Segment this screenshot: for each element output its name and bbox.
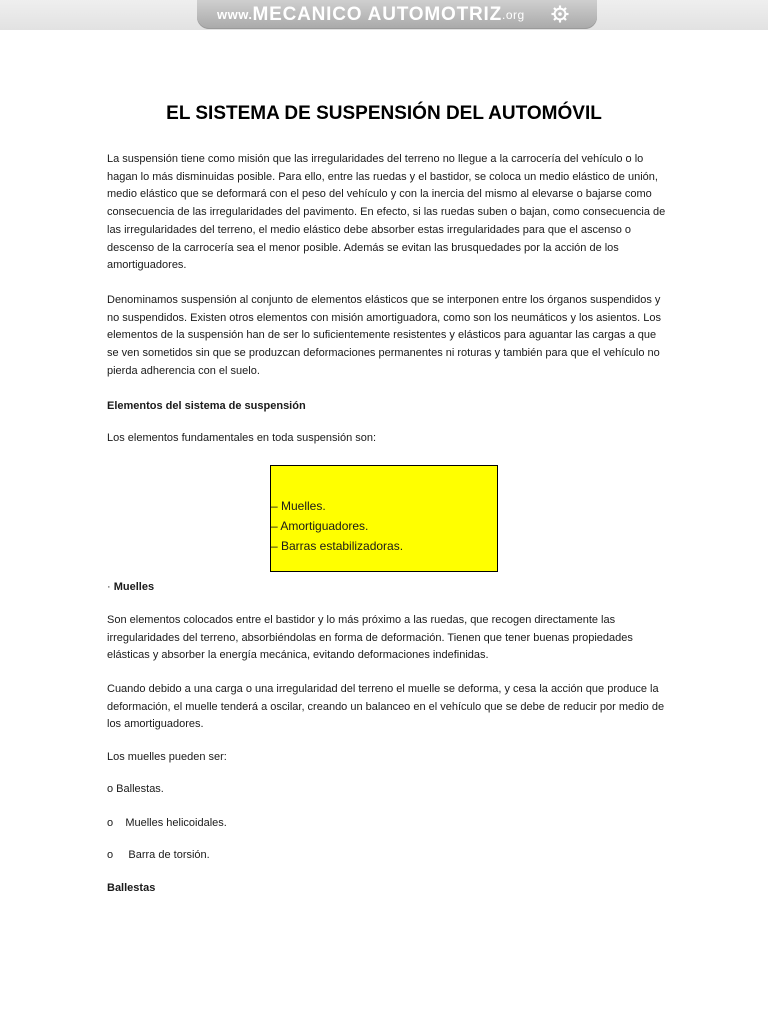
elements-intro: Los elementos fundamentales en toda suspensión son: xyxy=(107,432,377,444)
section-heading: Elementos del sistema de suspensión xyxy=(107,400,306,412)
list-item: – Barras estabilizadoras. xyxy=(271,539,404,553)
gear-icon xyxy=(551,5,569,23)
muelles-heading xyxy=(107,581,154,593)
muelles-oscillation-paragraph: Cuando debido a una carga o una irregularidad del terreno el muelle se deforma, y cesa la acción que produce la deformación, el muelle tenderá a oscilar, creando un balanceo en el vehículo que se debe de reducir por medio de los amortiguadores. xyxy=(107,683,665,731)
logo-suffix: .org xyxy=(502,7,525,22)
list-item: o Muelles helicoidales. xyxy=(107,817,227,829)
logo-prefix: www. xyxy=(217,7,253,22)
logo-main-text: MECANICO AUTOMOTRIZ xyxy=(252,3,502,25)
list-item: o Ballestas. xyxy=(107,783,164,795)
definition-paragraph: Denominamos suspensión al conjunto de elementos elásticos que se interponen entre los órganos suspendidos y no suspendidos. Existen otros elementos con misión amortiguadora, como son los neumáticos y los asientos. Los elementos de la suspensión han de ser lo suficientemente resistentes y elásticos para aguantar las cargas a que se ven sometidos sin que se produzcan deformaciones permanentes ni roturas y también para que el vehículo no pierda adherencia con el suelo. xyxy=(107,294,661,377)
intro-paragraph: La suspensión tiene como misión que las irregularidades del terreno no llegue a la carrocería del vehículo o lo hagan lo más disminuidas posible. Para ello, entre las ruedas y el bastidor, se coloca un medio elástico de unión, medio elástico que se deformará con el peso del vehículo y con la inercia del mismo al elevarse o bajarse como consecuencia de las irregularidades del pavimento. En efecto, si las ruedas suben o bajan, como consecuencia de las irregularidades del terreno, el medio elástico debe absorber estas irregularidades para que el ascenso o descenso de la carrocería sea el menor posible. Además se evitan las brusquedades por la acción de los amortiguadores. xyxy=(107,153,666,272)
muelles-heading-label: Muelles xyxy=(113,581,155,593)
page-title: EL SISTEMA DE SUSPENSIÓN DEL AUTOMÓVIL xyxy=(166,103,602,124)
site-logo-banner[interactable] xyxy=(197,0,597,29)
elements-list xyxy=(271,496,403,556)
list-item: o Barra de torsión. xyxy=(107,849,210,861)
muelles-types-intro: Los muelles pueden ser: xyxy=(107,751,227,763)
bullet-mark: · xyxy=(107,581,114,593)
list-item: – Amortiguadores. xyxy=(271,519,369,533)
list-item: – Muelles. xyxy=(271,499,326,513)
elements-highlight-box xyxy=(270,465,498,572)
ballestas-heading: Ballestas xyxy=(107,882,156,894)
muelles-paragraph: Son elementos colocados entre el bastidor y lo más próximo a las ruedas, que recogen directamente las irregularidades del terreno, absorbiéndolas en forma de deformación. Tienen que tener buenas propiedades elásticas y absorber la energía mecánica, evitando deformaciones indefinidas. xyxy=(107,614,633,662)
